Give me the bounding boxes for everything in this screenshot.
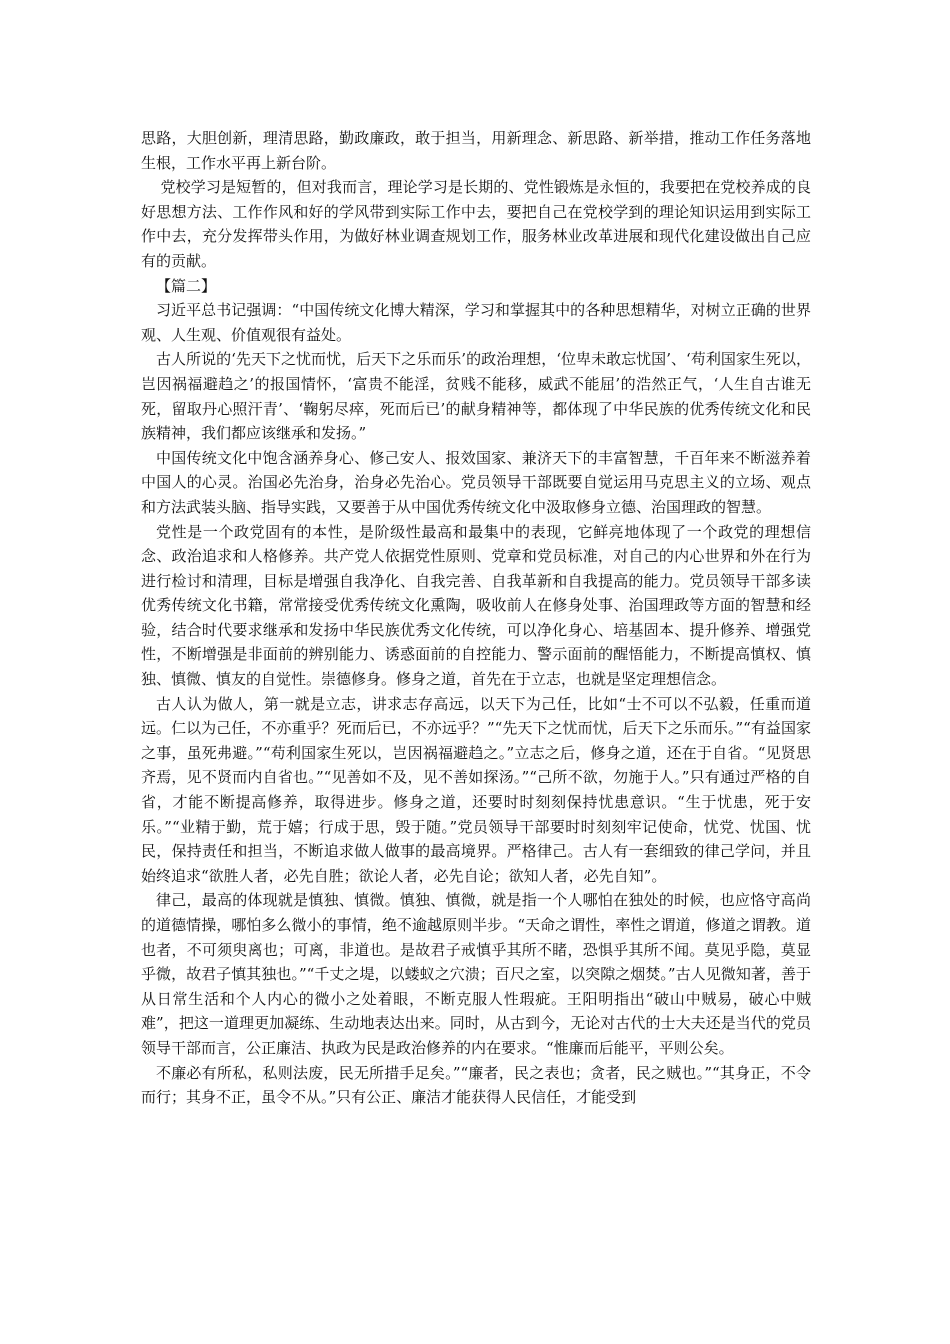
paragraph-ancient-sayings: 古人所说的‘先天下之忧而忧，后天下之乐而乐’的政治理想，‘位卑未敢忘忧国’、‘苟利国家生死以，岂因祸福避趋之’的报国情怀，‘富贵不能淫，贫贱不能移，威武不能屈’的浩然正气，‘人生自古谁无死，留取丹心照汗青’、‘鞠躬尽瘁，死而后已’的献身精神等，都体现了中华民族的优秀传统文化和民族精神，我们都应该继承和发扬。” [141,350,811,443]
paragraph-self-discipline: 律己，最高的体现就是慎独、慎微。慎独、慎微，就是指一个人哪怕在独处的时候，也应恪守高尚的道德情操，哪怕多么微小的事情，绝不逾越原则半步。“天命之谓性，率性之谓道，修道之谓教。道也者，不可须臾离也；可离，非道也。是故君子戒慎乎其所不睹，恐惧乎其所不闻。莫见乎隐，莫显乎微，故君子慎其独也。”“千丈之堤，以蝼蚁之穴溃；百尺之室，以突隙之烟焚。”古人见微知著，善于从日常生活和个人内心的微小之处着眼，不断克服人性瑕疵。王阳明指出“破山中贼易，破心中贼难”，把这一道理更加凝练、生动地表达出来。同时，从古到今，无论对古代的士大夫还是当代的党员领导干部而言，公正廉洁、执政为民是政治修养的内在要求。“惟廉而后能平，平则公矣。 [141,891,811,1057]
paragraph-party-school: 党校学习是短暂的，但对我而言，理论学习是长期的、党性锻炼是永恒的，我要把在党校养成的良好思想方法、工作作风和好的学风带到实际工作中去，要把自己在党校学到的理论知识运用到实际工作中去，充分发挥带头作用，为做好林业调查规划工作，服务林业改革进展和现代化建设做出自己应有的贡献。 [141,178,811,270]
paragraph-quote-intro: 习近平总书记强调：“中国传统文化博大精深，学习和掌握其中的各种思想精华，对树立正确的世界观、人生观、价值观很有益处。 [141,301,811,344]
section-heading: 【篇二】 [156,276,217,295]
document-page [141,126,811,1110]
paragraph-traditional-culture: 中国传统文化中饱含涵养身心、修己安人、报效国家、兼济天下的丰富智慧，千百年来不断滋养着中国人的心灵。治国必先治身，治身必先治心。党员领导干部既要自觉运用马克思主义的立场、观点和方法武装头脑、指导实践，又要善于从中国优秀传统文化中汲取修身立德、治国理政的智慧。 [141,448,811,516]
paragraph-ambition: 古人认为做人，第一就是立志，讲求志存高远，以天下为己任，比如“士不可以不弘毅，任重而道远。仁以为己任，不亦重乎？死而后已，不亦远乎？”“先天下之忧而忧，后天下之乐而乐。”“有益国家之事，虽死弗避。”“苟利国家生死以，岂因祸福避趋之。”立志之后，修身之道，还在于自省。“见贤思齐焉，见不贤而内自省也。”“见善如不及，见不善如探汤。”“己所不欲，勿施于人。”只有通过严格的自省，才能不断提高修养，取得进步。修身之道，还要时时刻刻保持忧患意识。“生于忧患，死于安乐。”“业精于勤，荒于嬉；行成于思，毁于随。”党员领导干部要时时刻刻牢记使命，忧党、忧国、忧民，保持责任和担当，不断追求做人做事的最高境界。严格律己。古人有一套细致的律己学问，并且始终追求“欲胜人者，必先自胜；欲论人者，必先自论；欲知人者，必先自知”。 [141,694,811,885]
paragraph-party-spirit: 党性是一个政党固有的本性，是阶级性最高和最集中的表现，它鲜亮地体现了一个政党的理想信念、政治追求和人格修养。共产党人依据党性原则、党章和党员标准，对自己的内心世界和外在行为进行检讨和清理，目标是增强自我净化、自我完善、自我革新和自我提高的能力。党员领导干部多读优秀传统文化书籍，常常接受优秀传统文化熏陶，吸收前人在修身处事、治国理政等方面的智慧和经验，结合时代要求继承和发扬中华民族优秀文化传统，可以净化身心、培基固本、提升修养、增强党性，不断增强是非面前的辨别能力、诱惑面前的自控能力、警示面前的醒悟能力，不断提高慎权、慎独、慎微、慎友的自觉性。崇德修身。修身之道，首先在于立志，也就是坚定理想信念。 [141,522,811,689]
paragraph-integrity: 不廉必有所私，私则法废，民无所措手足矣。”“廉者，民之表也；贪者，民之贼也。”“其身正，不令而行；其身不正，虽令不从。”只有公正、廉洁才能获得人民信任，才能受到 [141,1063,811,1107]
paragraph-continuation: 思路，大胆创新，理清思路，勤政廉政，敢于担当，用新理念、新思路、新举措，推动工作任务落地生根，工作水平再上新台阶。 [141,129,811,172]
